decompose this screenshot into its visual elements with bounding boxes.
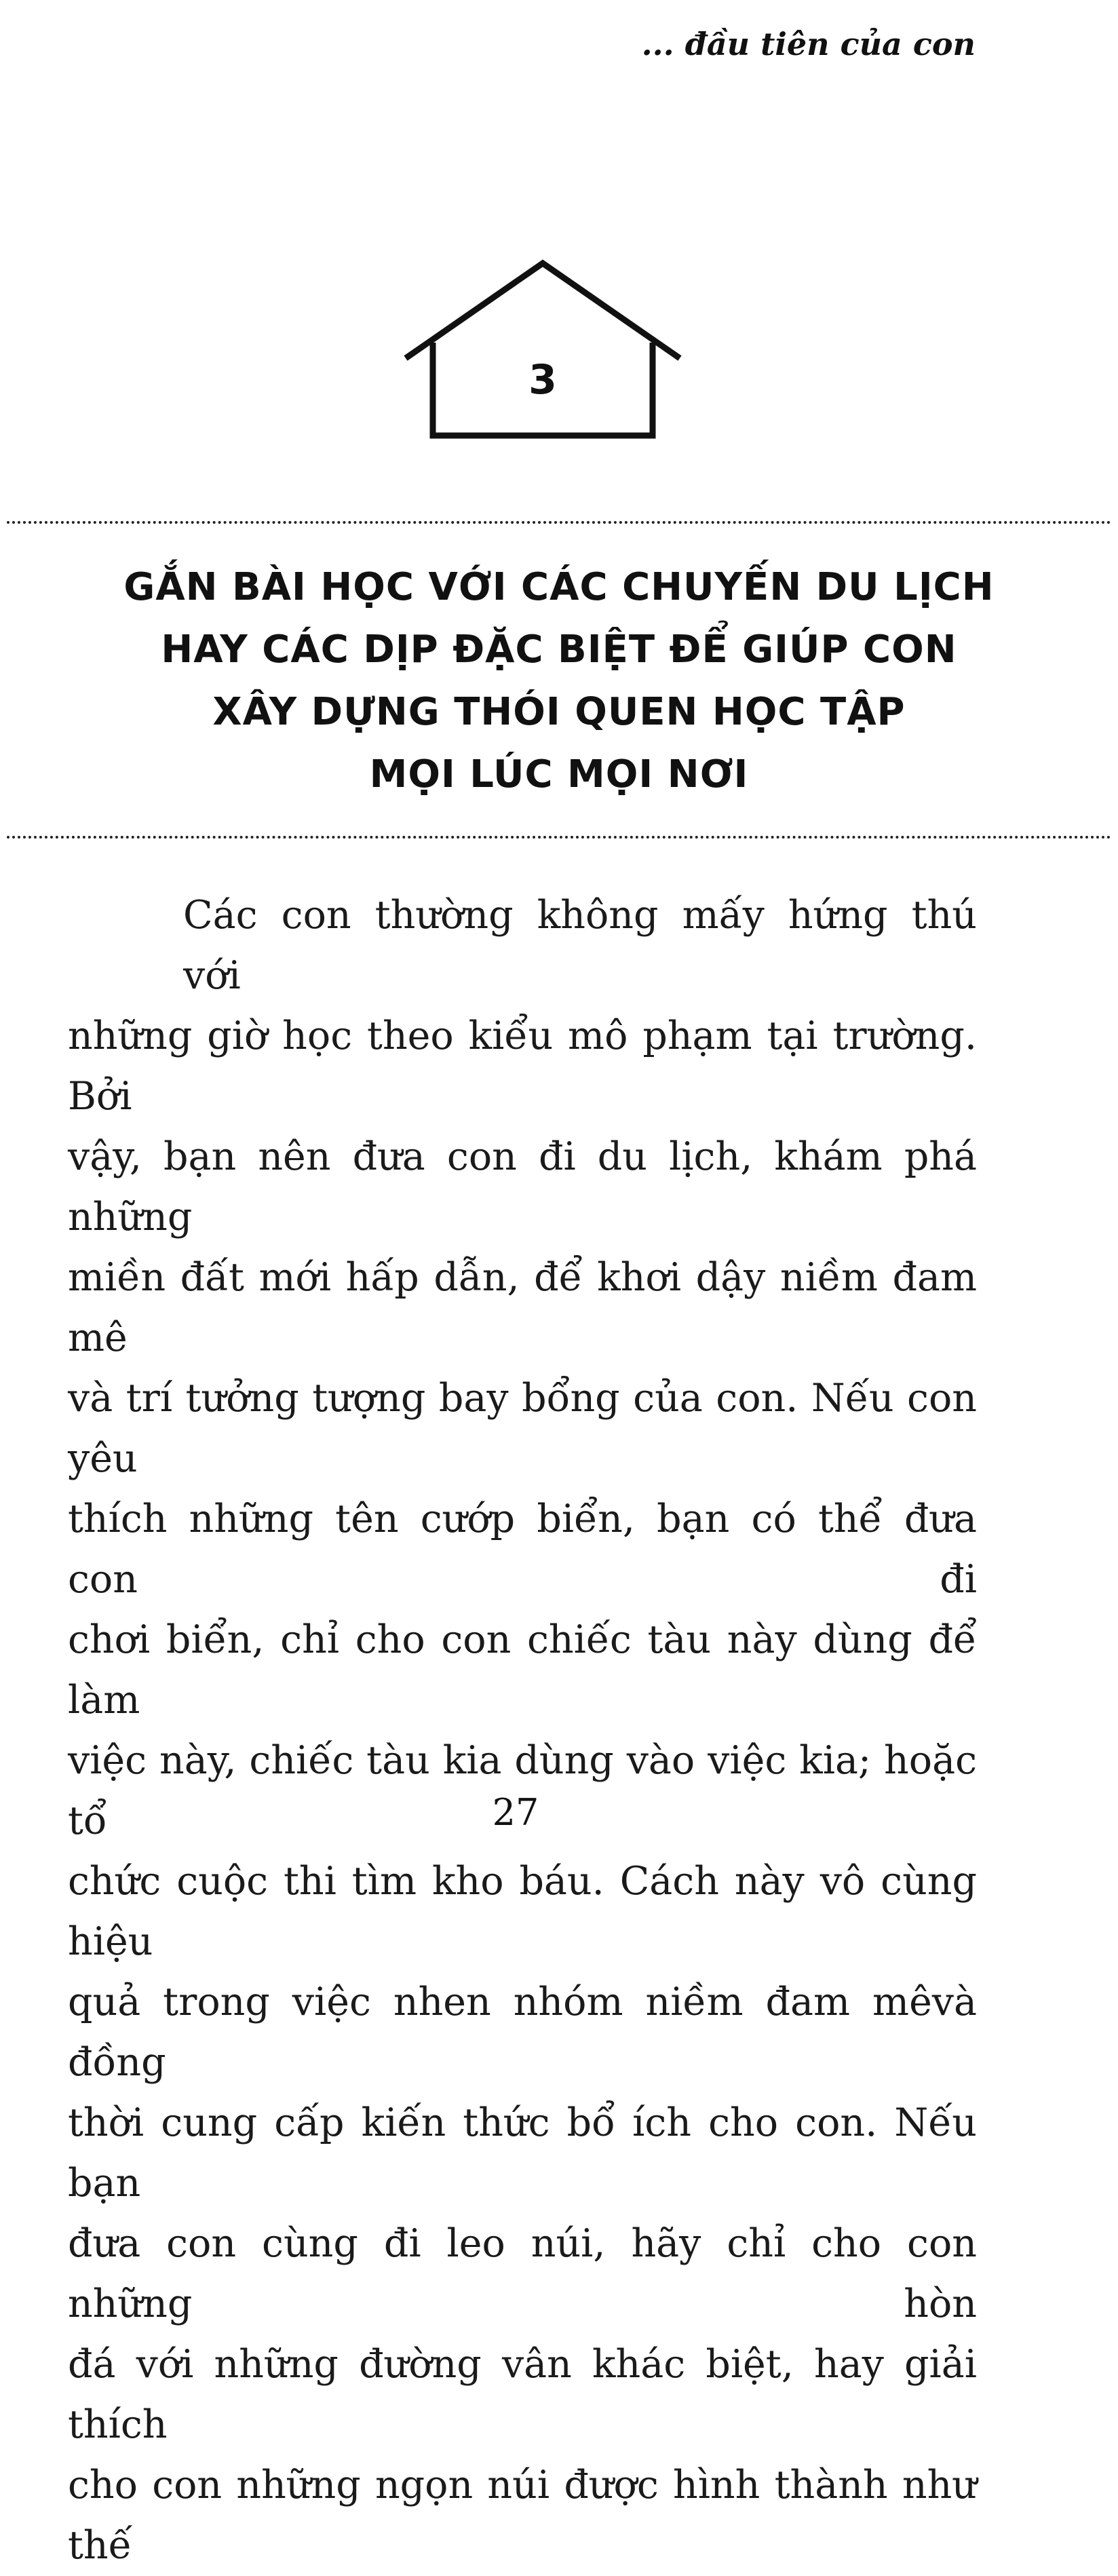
page-number: 27 — [492, 1791, 539, 1834]
body-line: đưa con cùng đi leo núi, hãy chỉ cho con những hòn — [68, 2221, 977, 2326]
body-line: quả trong việc nhen nhóm niềm đam mêvà đồng — [68, 1980, 977, 2085]
running-head: ... đầu tiên của con — [641, 26, 976, 62]
divider-top — [7, 521, 1111, 524]
body-line: việc này, chiếc tàu kia dùng vào việc kia; hoặc tổ — [68, 1738, 977, 1843]
body-line: chức cuộc thi tìm kho báu. Cách này vô cùng hiệu — [68, 1859, 977, 1964]
body-line: những giờ học theo kiểu mô phạm tại trường. Bởi — [68, 1014, 977, 1119]
body-line: và trí tưởng tượng bay bổng của con. Nếu con yêu — [68, 1376, 977, 1481]
body-line: thích những tên cướp biển, bạn có thể đưa con đi — [68, 1497, 977, 1602]
body-line: Các con thường không mấy hứng thú với — [183, 893, 977, 998]
chapter-title-line: HAY CÁC DỊP ĐẶC BIỆT ĐỂ GIÚP CON — [161, 628, 957, 672]
chapter-badge — [400, 258, 685, 448]
house-outline-icon — [400, 258, 685, 448]
body-line: thời cung cấp kiến thức bổ ích cho con. Nếu bạn — [68, 2100, 977, 2206]
body-line: miền đất mới hấp dẫn, để khơi dậy niềm đam mê — [68, 1255, 977, 1360]
chapter-title — [102, 556, 1016, 806]
divider-bottom — [7, 836, 1111, 839]
chapter-title-line: GẮN BÀI HỌC VỚI CÁC CHUYẾN DU LỊCH — [123, 565, 995, 609]
chapter-title-line: XÂY DỰNG THÓI QUEN HỌC TẬP — [212, 690, 906, 734]
chapter-title-line: MỌI LÚC MỌI NƠI — [369, 752, 749, 796]
body-paragraph — [68, 885, 977, 2576]
body-line: cho con những ngọn núi được hình thành như thế — [68, 2463, 977, 2568]
body-line: chơi biển, chỉ cho con chiếc tàu này dùng để làm — [68, 1617, 977, 1723]
body-line: đá với những đường vân khác biệt, hay giải thích — [68, 2342, 977, 2447]
body-line: vậy, bạn nên đưa con đi du lịch, khám phá những — [68, 1134, 977, 1239]
chapter-number: 3 — [528, 356, 557, 404]
